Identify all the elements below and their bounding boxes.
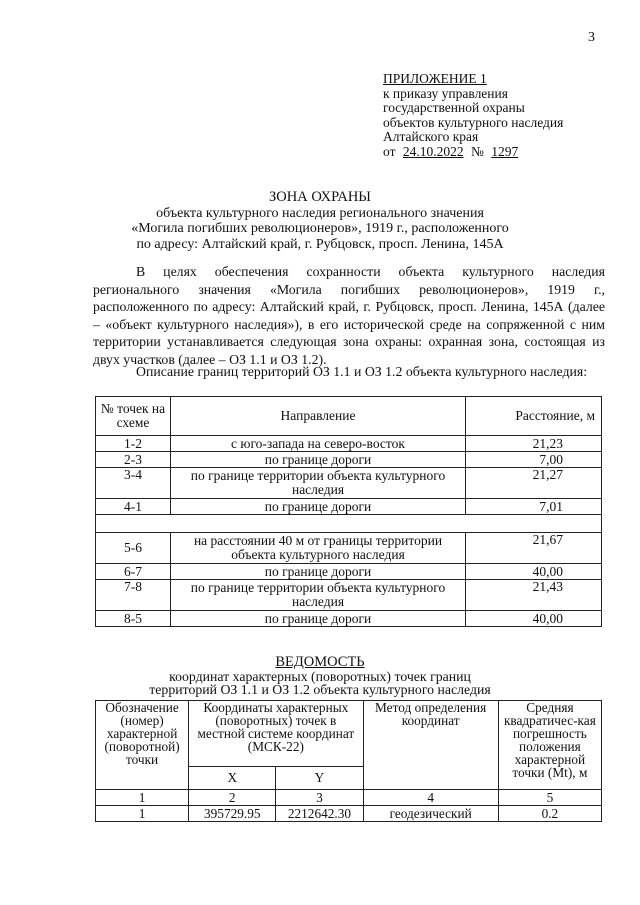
title-line: «Могила погибших революционеров», 1919 г., расположенного xyxy=(131,221,509,236)
coordinates-table xyxy=(95,700,602,822)
numbering-cell: 1 xyxy=(96,790,189,806)
title-line: по адресу: Алтайский край, г. Рубцовск, просп. Ленина, 145А xyxy=(136,236,504,252)
from-label: от xyxy=(383,143,396,159)
header-coordinates: Координаты характерных (поворотных) точек в местной системе координат (МСК-22) xyxy=(189,701,363,767)
boundary-table xyxy=(95,396,602,627)
document-title xyxy=(0,190,640,252)
cell-x: 395729.95 xyxy=(189,806,276,822)
appendix-line: государственной охраны xyxy=(383,100,525,115)
cell-direction: по границе территории объекта культурного наследия xyxy=(171,580,466,611)
cell-points: 2-3 xyxy=(96,452,171,468)
cell-direction: по границе дороги xyxy=(171,611,466,627)
cell-distance: 21,43 xyxy=(466,580,602,611)
header-direction: Направление xyxy=(171,397,466,436)
cell-points: 8-5 xyxy=(96,611,171,627)
cell-points: 4-1 xyxy=(96,499,171,515)
table-row xyxy=(96,564,602,580)
header-x: X xyxy=(189,766,276,789)
vedomost-line: координат характерных (поворотных) точек границ xyxy=(169,668,471,684)
intro-paragraph: В целях обеспечения сохранности объекта культурного наследия регионального значения «Могила погибших революционеров», 1919 г., расположенного по адресу: Алтайский край, г. Рубцовск, просп. Ленина, 145А (далее – «объект культурного наследия»), в его исторической среде на сопряженной с ним территории устанавливается следующая зона охраны: охранная зона, состоящая из двух участков (далее – ОЗ 1.1 и ОЗ 1.2). xyxy=(93,264,605,367)
table-row xyxy=(96,468,602,499)
table-row xyxy=(96,452,602,468)
appendix-line: Алтайского края xyxy=(383,129,479,144)
table-header-row xyxy=(96,397,602,436)
order-date: 24.10.2022 xyxy=(402,143,464,159)
cell-points: 5-6 xyxy=(96,533,171,564)
title-heading: ЗОНА ОХРАНЫ xyxy=(269,189,371,205)
numbering-cell: 5 xyxy=(498,790,601,806)
boundary-description-paragraph: Описание границ территорий ОЗ 1.1 и ОЗ 1.2 объекта культурного наследия: xyxy=(136,364,588,379)
table-row xyxy=(96,806,602,822)
table-row xyxy=(96,533,602,564)
cell-points: 6-7 xyxy=(96,564,171,580)
header-method: Метод определения координат xyxy=(363,701,498,790)
title-line: объекта культурного наследия регионального значения xyxy=(156,205,484,221)
table-row xyxy=(96,436,602,452)
cell-direction: по границе дороги xyxy=(171,499,466,515)
cell-distance: 21,67 xyxy=(466,533,602,564)
table-row xyxy=(96,611,602,627)
cell-error: 0.2 xyxy=(498,806,601,822)
appendix-line: объектов культурного наследия xyxy=(383,114,564,130)
cell-point: 1 xyxy=(96,806,189,822)
cell-method: геодезический xyxy=(363,806,498,822)
vedomost-heading: ВЕДОМОСТЬ xyxy=(275,654,365,670)
header-error: Средняя квадратичес-кая погрешность положения характерной точки (Mt), м xyxy=(498,701,601,790)
cell-distance: 21,23 xyxy=(466,436,602,452)
cell-distance: 40,00 xyxy=(466,611,602,627)
cell-direction: по границе дороги xyxy=(171,452,466,468)
header-distance: Расстояние, м xyxy=(466,397,602,436)
cell-distance: 40,00 xyxy=(466,564,602,580)
vedomost-line: территорий ОЗ 1.1 и ОЗ 1.2 объекта культурного наследия xyxy=(149,682,491,697)
header-y: Y xyxy=(276,766,363,789)
cell-direction: с юго-запада на северо-восток xyxy=(171,436,466,452)
cell-points: 1-2 xyxy=(96,436,171,452)
table-row xyxy=(96,580,602,611)
order-number: 1297 xyxy=(491,143,519,159)
cell-distance: 7,01 xyxy=(466,499,602,515)
cell-direction: по границе дороги xyxy=(171,564,466,580)
page-number: 3 xyxy=(588,30,595,45)
cell-points: 7-8 xyxy=(96,580,171,611)
header-points: № точек на схеме xyxy=(96,397,171,436)
appendix-line: к приказу управления xyxy=(383,85,508,101)
separator-cell xyxy=(96,515,602,533)
cell-direction: по границе территории объекта культурного наследия xyxy=(171,468,466,499)
vedomost-title xyxy=(0,656,640,697)
numbering-cell: 4 xyxy=(363,790,498,806)
appendix-order-line xyxy=(383,145,623,160)
table-row xyxy=(96,499,602,515)
numbering-cell: 3 xyxy=(276,790,363,806)
number-sign: № xyxy=(470,143,484,159)
cell-y: 2212642.30 xyxy=(276,806,363,822)
appendix-block xyxy=(383,72,623,159)
cell-points: 3-4 xyxy=(96,468,171,499)
table-separator-row xyxy=(96,515,602,533)
header-designation: Обозначение (номер) характерной (поворотной) точки xyxy=(96,701,189,790)
cell-distance: 21,27 xyxy=(466,468,602,499)
appendix-heading: ПРИЛОЖЕНИЕ 1 xyxy=(383,71,487,86)
cell-direction: на расстоянии 40 м от границы территории объекта культурного наследия xyxy=(171,533,466,564)
cell-distance: 7,00 xyxy=(466,452,602,468)
table-header-row xyxy=(96,701,602,767)
numbering-cell: 2 xyxy=(189,790,276,806)
table-numbering-row xyxy=(96,790,602,806)
